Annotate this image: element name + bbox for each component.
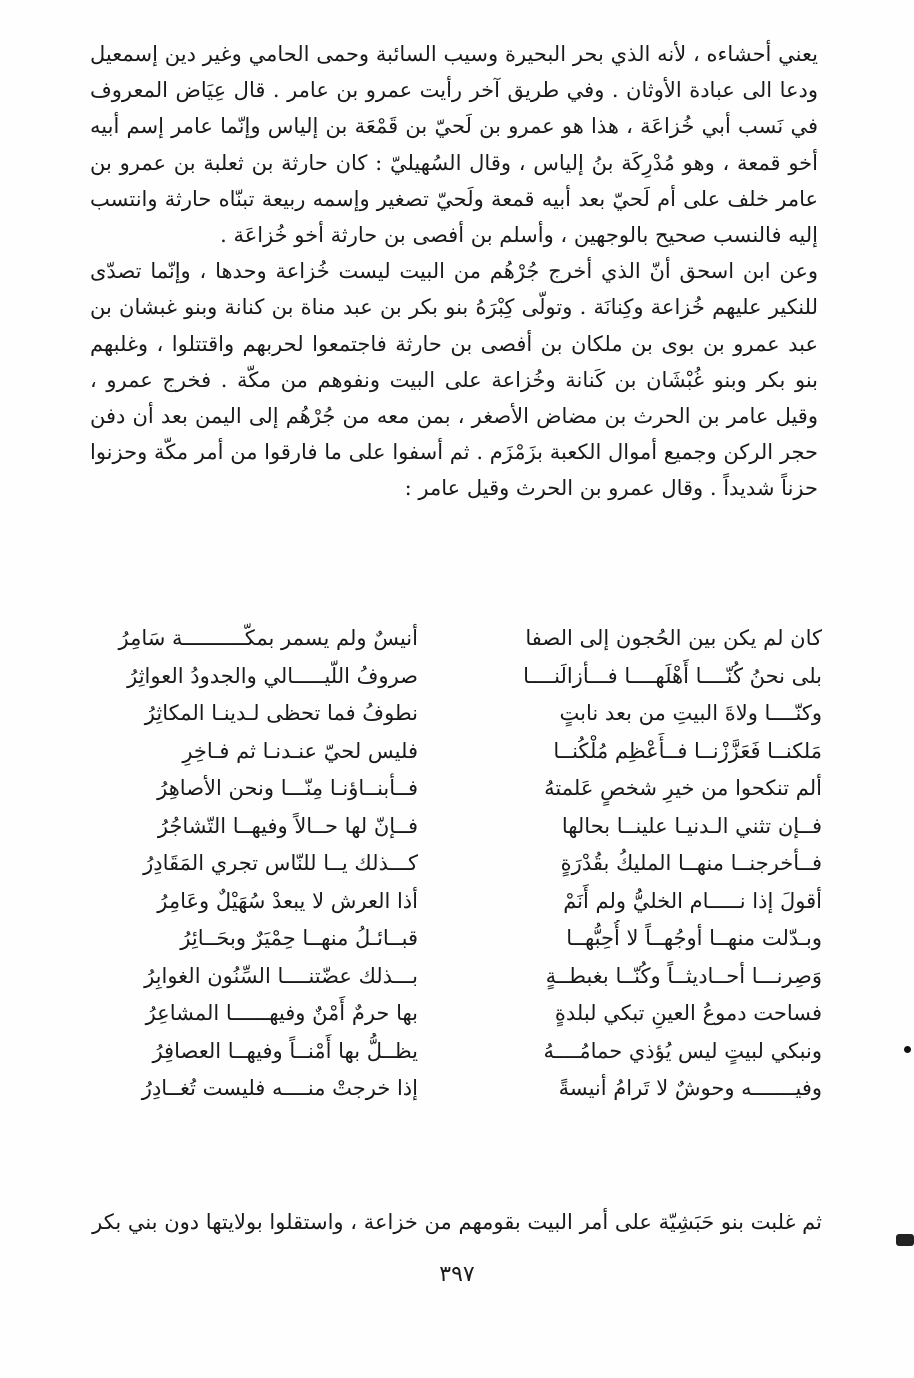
poem (70, 620, 822, 1108)
verse-second-hemistich: صروفُ اللّيـــــالي والجدودُ العواثِرُ (127, 663, 418, 688)
verse-first-hemistich: ونبكي لبيتٍ ليس يُؤذي حمامُــــهُ (543, 1038, 822, 1063)
verse-line (70, 620, 822, 658)
verse-line (70, 995, 822, 1033)
verse-first-hemistich: ألم تنكحوا من خيرِ شخصٍ عَلمتهُ (544, 776, 822, 800)
verse-line (70, 808, 822, 846)
verse-first-hemistich: كان لم يكن بين الحُجون إلى الصفا (525, 626, 822, 650)
verse-line (70, 733, 822, 771)
verse-line (70, 845, 822, 883)
verse-line (70, 883, 822, 921)
verse-line (70, 658, 822, 696)
verse-second-hemistich: فــإنّ لها حــالاً وفيهــا التّشاجُرُ (157, 813, 418, 838)
prose-body (90, 36, 818, 507)
paragraph: وعن ابن اسحق أنّ الذي أخرج جُرْهُم من البيت ليست خُزاعة وحدها ، وإنّما تصدّى للنكير عليهم خُزاعة وكِنانَة . وتولّى كِبْرَهُ بنو بكر بن عبد مناة بن كنانة وبنو غبشان بن عبد عمرو بن بوى بن ملكان بن أفصى بن حارثة فاجتمعوا لحربهم واقتتلوا ، وغلبهم بنو بكر وبنو غُبْشَان بن كَنانة وخُزاعة على البيت ونفوهم من مكّة . فخرج عمرو ، وقيل عامر بن الحرث بن مضاض الأصغر ، بمن معه من جُرْهُم إلى اليمن بعد أن دفن حجر الركن وجميع أموال الكعبة بزَمْزَم . ثم أسفوا على ما فارقوا من أمر مكّة وحزنوا حزناً شديداً . وقال عمرو بن الحرث وقيل عامر : (90, 259, 818, 501)
verse-second-hemistich: كـــذلك يــا للنّاس تجري المَقَادِرُ (143, 851, 418, 875)
verse-second-hemistich: قبــائـلُ منهــا حِمْيَرٌ وبحَــائِرُ (180, 926, 418, 950)
verse-line (70, 695, 822, 733)
verse-first-hemistich: فــأخرجنــا منهــا المليكُ بقُدْرَةٍ (560, 851, 822, 875)
verse-second-hemistich: فليس لحيّ عنـدنـا ثم فـاخِرِ (182, 738, 418, 763)
verse-first-hemistich: وكنّــــا ولاةَ البيتِ من بعد نابتٍ (559, 701, 822, 725)
verse-line (70, 1033, 822, 1071)
verse-first-hemistich: وبـدّلت منهــا أوجُهــاً لا أُحِبُّهــا (566, 926, 822, 950)
verse-second-hemistich: نطوفُ فما تحظى لـدينـا المكاثِرُ (144, 701, 418, 725)
verse-first-hemistich: وفيـــــــه وحوشٌ لا تَرامُ أنيسةً (558, 1076, 822, 1100)
edge-smudge (896, 1234, 914, 1246)
verse-first-hemistich: بلى نحنُ كُنّــــا أَهْلَهــــا فـــأزالَنــــا (523, 663, 822, 688)
verse-line (70, 770, 822, 808)
verse-second-hemistich: بـــذلك عضّتنــــا السِّنُون الغوابِرُ (144, 963, 418, 988)
verse-second-hemistich: بها حرمٌ أَمْنٌ وفيهــــــا المشاعِرُ (145, 1001, 418, 1025)
verse-first-hemistich: فــإن تثني الـدنيـا علينــا بحالها (561, 813, 822, 838)
verse-second-hemistich: فــأبنــاؤنـا مِنّـــا ونحن الأصاهِرُ (157, 776, 418, 800)
verse-line (70, 958, 822, 996)
verse-first-hemistich: وَصِرنـــا أحــاديثــاً وكُنّــا بغبطــةٍ (545, 963, 822, 988)
verse-first-hemistich: أقولَ إذا نـــــام الخليُّ ولم أَنَمْ (563, 888, 822, 913)
page-number: ٣٩٧ (439, 1262, 475, 1287)
verse-second-hemistich: أذا العرش لا يبعدْ سُهَيْلٌ وعَامِرُ (157, 888, 418, 913)
verse-first-hemistich: فساحت دموعُ العينِ تبكي لبلدةٍ (554, 1001, 822, 1025)
margin-dot (904, 1046, 911, 1053)
verse-line (70, 1070, 822, 1108)
verse-second-hemistich: أنيسٌ ولم يسمر بمكّــــــــــة سَامِرُ (118, 626, 418, 650)
verse-second-hemistich: إذا خرجتْ منــــه فليست تُغــادِرُ (141, 1076, 418, 1100)
verse-second-hemistich: يظــلُّ بها أَمْنــاً وفيهــا العصافِرُ (152, 1038, 418, 1063)
verse-line (70, 920, 822, 958)
paragraph: يعني أحشاءه ، لأنه الذي بحر البحيرة وسيب السائبة وحمى الحامي وغير دين إسمعيل ودعا الى عبادة الأوثان . وفي طريق آخر رأيت عمرو بن عامر . قال عِيَاض المعروف في نَسب أبي خُزاعَة ، هذا هو عمرو بن لَحيّ بن قَمْعَة بن إلياس وإنّما عامر إسم أبيه أخو قمعة ، وهو مُدْرِكَة بنُ إلياس ، وقال السُهيليّ : كان حارثة بن ثعلبة بن عمرو بن عامر خلف على أم لَحيّ بعد أبيه قمعة ولَحيّ تصغير وإسمه ربيعة تبنّاه حارثة وانتسب إليه فالنسب صحيح بالوجهين ، وأسلم بن أفصى بن حارثة أخو خُزاعَة . (90, 42, 818, 248)
closing-line: ثم غلبت بنو حَبَشِيّة على أمر البيت بقومهم من خزاعة ، واستقلوا بولايتها دون بني بكر (92, 1210, 822, 1234)
verse-first-hemistich: مَلكنــا فَعَزَّزْنــا فــأَعْظِم مُلْكُنــا (553, 738, 822, 763)
